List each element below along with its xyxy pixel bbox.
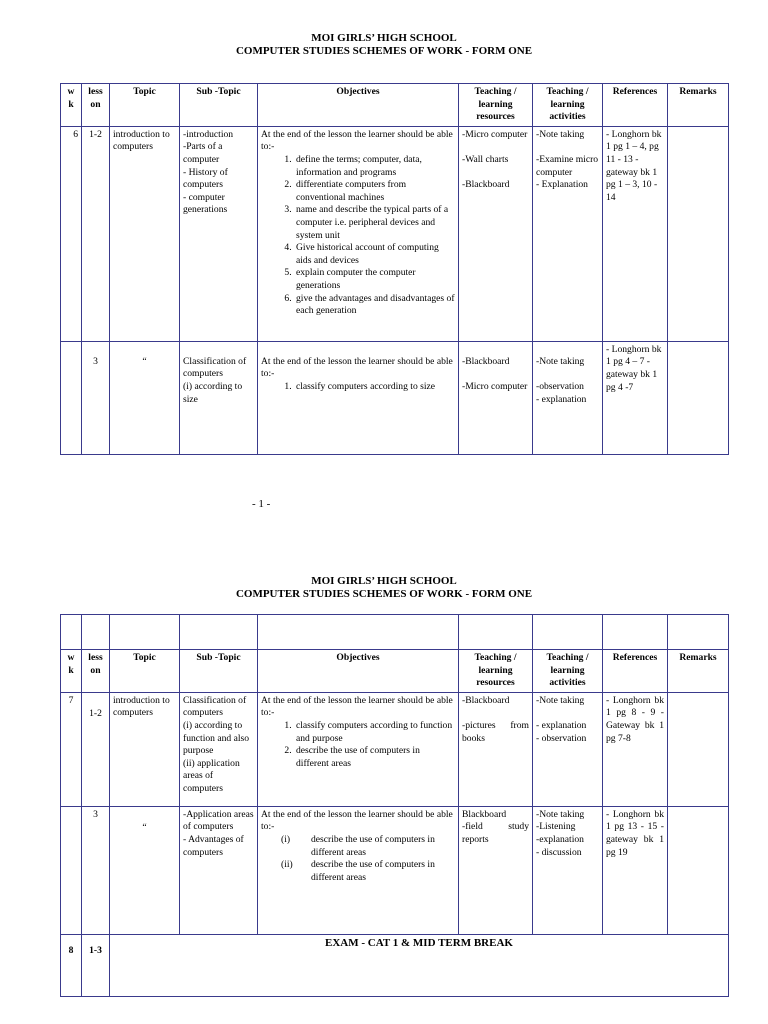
objectives-cell bbox=[258, 126, 459, 341]
header-lesson: less on bbox=[82, 650, 110, 693]
objectives-intro: At the end of the lesson the learner should be able to:- bbox=[261, 128, 453, 153]
lesson-cell: 1-2 bbox=[82, 126, 110, 341]
objectives-list bbox=[261, 720, 455, 770]
resources-cell bbox=[459, 341, 533, 454]
header-resources: Teaching / learning resources bbox=[459, 650, 533, 693]
objectives-list bbox=[261, 834, 455, 884]
remarks-cell bbox=[668, 806, 729, 934]
objective-item: 3. name and describe the typical parts of a computer i.e. peripheral devices and system unit bbox=[294, 204, 455, 242]
header-objectives: Objectives bbox=[258, 84, 459, 127]
objectives-list bbox=[261, 154, 455, 318]
lesson-cell: 1-3 bbox=[82, 934, 110, 996]
activities-cell bbox=[533, 692, 603, 806]
activities-cell bbox=[533, 341, 603, 454]
resources-cell bbox=[459, 126, 533, 341]
header-topic: Topic bbox=[110, 650, 180, 693]
remarks-cell bbox=[668, 126, 729, 341]
objectives-intro: At the end of the lesson the learner should be able to:- bbox=[261, 808, 453, 833]
header-week: w k bbox=[61, 650, 82, 693]
topic-cell: introduction to computers bbox=[110, 692, 180, 806]
remarks-cell bbox=[668, 341, 729, 454]
resource-item: -field study reports bbox=[462, 821, 529, 845]
header-remarks: Remarks bbox=[668, 84, 729, 127]
activity-item: - observation bbox=[536, 732, 587, 744]
subtopic-cell bbox=[180, 126, 258, 341]
references-cell: - Longhorn bk 1 pg 13 - 15 -gateway bk 1 pg 19 bbox=[603, 806, 668, 934]
lesson-cell: 3 bbox=[82, 341, 110, 454]
empty-row bbox=[61, 615, 729, 650]
table-row bbox=[61, 341, 729, 454]
subtopic-line: - Advantages of computers bbox=[183, 833, 244, 858]
topic-cell: “ bbox=[110, 341, 180, 454]
objective-item: 4. Give historical account of computing aids and devices bbox=[294, 242, 455, 267]
objective-item: 2. describe the use of computers in different areas bbox=[294, 745, 455, 770]
document-title: COMPUTER STUDIES SCHEMES OF WORK - FORM ONE bbox=[235, 588, 533, 600]
week-cell bbox=[61, 341, 82, 454]
subtopic-cell bbox=[180, 806, 258, 934]
header-resources: Teaching / learning resources bbox=[459, 84, 533, 127]
resource-item: -pictures from books bbox=[462, 719, 529, 744]
week-cell: 7 bbox=[61, 692, 82, 806]
subtopic-line: (i) according to function and also purpose bbox=[183, 719, 250, 757]
week-cell bbox=[61, 806, 82, 934]
header-subtopic: Sub -Topic bbox=[180, 84, 258, 127]
activity-item: - discussion bbox=[536, 846, 582, 858]
page-number: - 1 - bbox=[252, 498, 271, 510]
subtopic-line: Classification of computers bbox=[183, 694, 247, 719]
objective-item: 6. give the advantages and disadvantages of each generation bbox=[294, 293, 455, 318]
topic-cell: introduction to computers bbox=[110, 126, 180, 341]
subtopic-line: -Parts of a computer bbox=[183, 141, 223, 165]
exam-row bbox=[61, 934, 729, 996]
activities-cell bbox=[533, 126, 603, 341]
resource-item: -Wall charts bbox=[462, 153, 509, 165]
objective-item bbox=[281, 834, 455, 859]
topic-cell: “ bbox=[110, 806, 180, 934]
activity-item: -Listening bbox=[536, 821, 576, 833]
activity-item: -explanation bbox=[536, 833, 584, 845]
subtopic-cell bbox=[180, 341, 258, 454]
subtopic-line: (i) according to size bbox=[183, 380, 243, 405]
school-name: MOI GIRLS’ HIGH SCHOOL bbox=[311, 575, 457, 587]
table-row bbox=[61, 126, 729, 341]
activity-item: -Note taking bbox=[536, 128, 585, 140]
resource-item: Blackboard bbox=[462, 808, 507, 820]
subtopic-line: - computer generations bbox=[183, 191, 228, 216]
activities-cell bbox=[533, 806, 603, 934]
header-row bbox=[61, 84, 729, 127]
activity-item: - Explanation bbox=[536, 179, 588, 191]
table-row bbox=[61, 692, 729, 806]
objectives-cell bbox=[258, 341, 459, 454]
lesson-cell: 1-2 bbox=[82, 692, 110, 806]
school-name: MOI GIRLS’ HIGH SCHOOL bbox=[311, 32, 457, 44]
remarks-cell bbox=[668, 692, 729, 806]
week-cell: 6 bbox=[61, 126, 82, 341]
scheme-table-page2 bbox=[60, 614, 729, 997]
resource-item: -Micro computer bbox=[462, 128, 528, 140]
objective-number: (i) bbox=[281, 833, 291, 845]
resource-item: -Blackboard bbox=[462, 355, 510, 367]
scheme-table-page1 bbox=[60, 83, 729, 455]
activity-item: -observation bbox=[536, 380, 584, 392]
references-cell: - Longhorn bk 1 pg 8 - 9 - Gateway bk 1 pg 7-8 bbox=[603, 692, 668, 806]
objective-text: describe the use of computers in different areas bbox=[311, 859, 435, 883]
header-remarks: Remarks bbox=[668, 650, 729, 693]
header-week: w k bbox=[61, 84, 82, 127]
resources-cell bbox=[459, 806, 533, 934]
references-cell: - Longhorn bk 1 pg 1 – 4, pg 11 - 13 - gateway bk 1 pg 1 – 3, 10 - 14 bbox=[603, 126, 668, 341]
subtopic-line: -Application areas of computers bbox=[183, 808, 254, 833]
objectives-intro: At the end of the lesson the learner should be able to:- bbox=[261, 694, 453, 719]
activity-item: -Examine micro computer bbox=[536, 153, 599, 178]
objectives-cell bbox=[258, 806, 459, 934]
resource-item: -Blackboard bbox=[462, 179, 510, 191]
header-topic: Topic bbox=[110, 84, 180, 127]
objective-number: (ii) bbox=[281, 859, 293, 871]
header-objectives: Objectives bbox=[258, 650, 459, 693]
subtopic-line: Classification of computers bbox=[183, 355, 247, 380]
header-subtopic: Sub -Topic bbox=[180, 650, 258, 693]
header-activities: Teaching / learning activities bbox=[533, 650, 603, 693]
objectives-list bbox=[261, 381, 455, 394]
activity-item: -Note taking bbox=[536, 355, 585, 367]
activity-item: - explanation bbox=[536, 719, 587, 731]
subtopic-line: (ii) application areas of computers bbox=[183, 757, 240, 794]
subtopic-cell bbox=[180, 692, 258, 806]
objectives-intro: At the end of the lesson the learner should be able to:- bbox=[261, 355, 453, 380]
header-references: References bbox=[603, 650, 668, 693]
activity-item: -Note taking bbox=[536, 694, 585, 706]
document-title: COMPUTER STUDIES SCHEMES OF WORK - FORM ONE bbox=[235, 45, 533, 57]
activity-item: - explanation bbox=[536, 393, 587, 405]
header-lesson: less on bbox=[82, 84, 110, 127]
subtopic-line: - History of computers bbox=[183, 166, 228, 191]
resource-item: -Blackboard bbox=[462, 694, 510, 706]
header-references: References bbox=[603, 84, 668, 127]
objective-text: describe the use of computers in different areas bbox=[311, 833, 435, 858]
exam-break-cell: EXAM - CAT 1 & MID TERM BREAK bbox=[110, 934, 729, 996]
references-cell: - Longhorn bk 1 pg 4 – 7 - gateway bk 1 pg 4 -7 bbox=[603, 341, 668, 454]
resource-item: -Micro computer bbox=[462, 380, 528, 392]
lesson-cell: 3 bbox=[82, 806, 110, 934]
objective-item: 5. explain computer the computer generations bbox=[294, 267, 455, 292]
objective-item: 1. define the terms; computer, data, information and programs bbox=[294, 154, 455, 179]
activity-item: -Note taking bbox=[536, 808, 585, 820]
resources-cell bbox=[459, 692, 533, 806]
objective-item: 1. classify computers according to size bbox=[294, 381, 455, 394]
objective-item: 2. differentiate computers from conventional machines bbox=[294, 179, 455, 204]
table-row bbox=[61, 806, 729, 934]
objective-item bbox=[281, 859, 455, 884]
objective-item: 1. classify computers according to function and purpose bbox=[294, 720, 455, 745]
header-row bbox=[61, 650, 729, 693]
objectives-cell bbox=[258, 692, 459, 806]
week-cell: 8 bbox=[61, 934, 82, 996]
header-activities: Teaching / learning activities bbox=[533, 84, 603, 127]
subtopic-line: -introduction bbox=[183, 128, 234, 140]
